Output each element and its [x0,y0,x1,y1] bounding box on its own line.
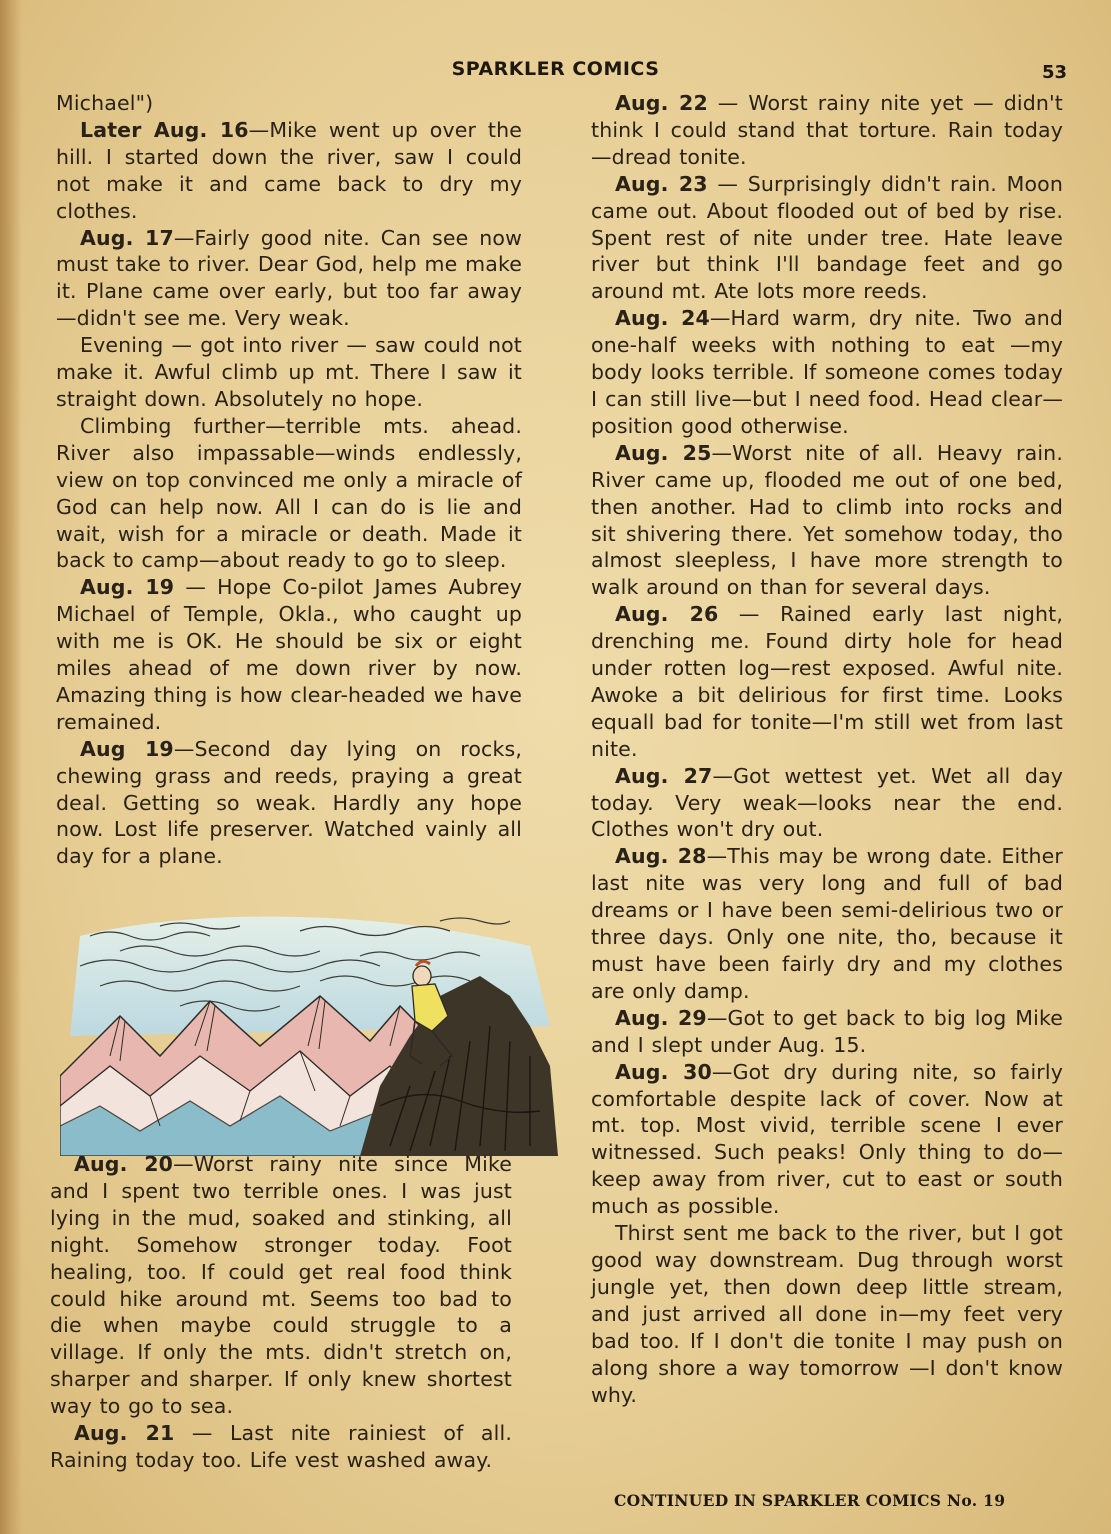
paragraph: Aug. 17—Fairly good nite. Can see now must take to river. Dear God, help me make it. Plane came over early, but too far away—didn't see me. Very weak. [56,225,522,331]
paragraph: Aug. 29—Got to get back to big log Mike and I slept under Aug. 15. [591,1005,1064,1057]
paragraph: Aug. 19 — Hope Co-pilot James Aubrey Michael of Temple, Okla., who caught up with me is OK. He should be six or eight miles ahead of me down river by now. Amazing thing is how clear-headed we have remained. [56,575,522,734]
paragraph: Aug. 20—Worst rainy nite since Mike and I spent two terrible ones. I was just lying in the mud, soaked and stinking, all night. Somehow stronger today. Foot healing, too. If could get real food think could hike around mt. Seems too bad to die when maybe could struggle to a village. If only the mts. didn't stretch on, sharper and sharper. If only knew shortest way to go to sea. [50,1152,513,1419]
paragraph: Aug. 23 — Surprisingly didn't rain. Moon came out. About flooded out of bed by rise. Spent rest of nite under tree. Hate leave river but think I'll bandage feet and go around mt. Ate lots more reeds. [591,171,1063,304]
paragraph: Aug. 28—This may be wrong date. Either last nite was very long and full of bad dreams or I have been semi-delirious two or three days. Only one nite, tho, because it must have been fairly dry and my clothes are only damp. [591,844,1063,1003]
left-column-bottom [50,1151,512,1474]
paragraph: Climbing further—terrible mts. ahead. River also impassable—winds endlessly, view on top convinced me only a miracle of God can help now. All I can do is lie and wait, wish for a miracle or death. Made it back to camp—about ready to go to sleep. [56,413,522,573]
paragraph: Thirst sent me back to the river, but I got good way downstream. Dug through worst jungle yet, then down deep little stream, and just arrived all done in—my feet very bad too. If I don't die tonite I may push on along shore a way tomorrow —I don't know why. [591,1221,1063,1407]
entry-date: Aug. 22 [615,91,708,115]
entry-date: Aug. 23 [615,171,708,196]
entry-date: Aug. 27 [615,763,713,788]
entry-date: Aug. 25 [615,440,712,465]
page-number: 53 [1041,62,1067,83]
entry-date: Aug. 28 [615,844,707,869]
paragraph: Aug. 27—Got wettest yet. Wet all day today. Very weak—looks near the end. Clothes won't dry out. [591,763,1064,842]
mountain-illustration [60,906,558,1156]
entry-date: Aug. 17 [80,225,174,250]
paragraph: Evening — got into river — saw could not make it. Awful climb up mt. There I saw it straight down. Absolutely no hope. [56,333,522,411]
paragraph: Michael") [56,91,154,115]
entry-date: Later Aug. 16 [80,117,249,142]
entry-date: Aug. 21 [74,1421,175,1446]
entry-date: Aug. 29 [615,1005,707,1030]
right-column [591,90,1063,1408]
magazine-title: SPARKLER COMICS [451,58,660,80]
entry-date: Aug. 26 [615,602,719,627]
figure-head [413,966,431,986]
continued-footer: CONTINUED IN SPARKLER COMICS No. 19 [614,1491,1006,1510]
paragraph: Aug. 21 — Last nite rainiest of all. Raining today too. Life vest washed away. [50,1421,513,1472]
paragraph: Aug. 25—Worst nite of all. Heavy rain. River came up, flooded me out of one bed, then another. Had to climb into rocks and sit shivering there. Yet somehow today, tho almost sleepless, I have more strength to walk around on than for several days. [591,440,1063,600]
entry-date: Aug. 20 [74,1152,174,1176]
paragraph: Aug 19—Second day lying on rocks, chewing grass and reeds, praying a great deal. Getting so weak. Hardly any hope now. Lost life preserver. Watched vainly all day for a plane. [56,736,522,869]
paragraph: Aug. 24—Hard warm, dry nite. Two and one-half weeks with nothing to eat —my body looks terrible. If someone comes today I can still live—but I need food. Head clear—position good otherwise. [591,306,1063,438]
entry-date: Aug. 30 [615,1059,712,1084]
entry-date: Aug. 24 [615,306,710,331]
entry-date: Aug 19 [80,736,174,761]
page-spine [0,0,22,1534]
left-column-top [56,90,522,870]
paragraph: Aug. 22 — Worst rainy nite yet — didn't think I could stand that torture. Rain today—dread tonite. [591,91,1063,169]
paragraph: Aug. 30—Got dry during nite, so fairly comfortable despite lack of cover. Now at mt. top. Most vivid, terrible scene I ever witnessed. Such peaks! Only thing to do—keep away from river, cut to east or south much as possible. [591,1059,1064,1219]
page-header [0,58,1111,80]
entry-date: Aug. 19 [80,575,175,600]
paragraph: Aug. 26 — Rained early last night, drenching me. Found dirty hole for head under rotten log—rest exposed. Awful nite. Awoke a bit delirious for first time. Looks equall bad for tonite—I'm still wet from last nite. [591,602,1063,761]
paragraph: Later Aug. 16—Mike went up over the hill. I started down the river, saw I could not make it and came back to dry my clothes. [56,117,522,223]
